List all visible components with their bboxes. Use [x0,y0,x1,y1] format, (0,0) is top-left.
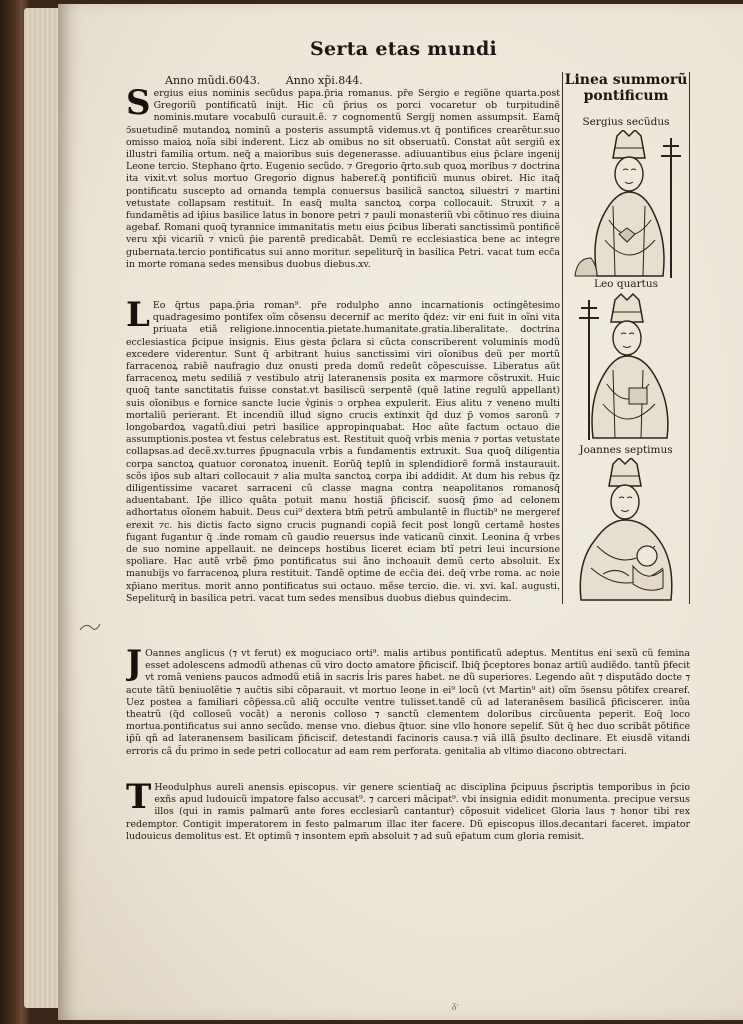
initial-l: L [126,300,150,335]
lineage-title [563,72,689,104]
initial-j: J [126,648,143,683]
papal-lineage-column [562,72,690,604]
pope-label-sergius: Sergius secũdus [582,116,670,128]
theodulphus-text: Heodulphus aureli anensis episcopus. vir genere scientiaq̃ ac disciplina p̃cipuus p̃scriptis temporibus in p̃cio exñs apud ludouicũ impatore falso accusat⁹. ⁊ carceri mãcipat⁹. vbi insignia edidit monumenta. precipue versus illos (qui in ramis palmarũ ante fores ecclesiarũ cantantur) cõposuit videlicet Gloria laus ⁊ honor tibi rex redemptor. Contigit imperatorem in festo palmarum illac iter facere. Dũ episcopus illos.decantari faceret. impator ludouicus demolitus est. Et optimũ ⁊ insontem epm̃ absoluit ⁊ ad suũ ep̃atum cum gloria remisit. [126,782,690,842]
signature-mark: ᵹ· [452,1001,460,1011]
pope-label-joannes: Joannes septimus [579,444,673,456]
joannes-text: Oannes anglicus (⁊ vt ferut) ex moguciaco orti⁹. malis artibus pontificatũ adeptus. Mentitus eni sexũ cũ femina esset adolescens admodũ athenas cũ viro docto amatore p̃ficiscif. Ibiq̃ p̃ceptores bonaz artiũ audiẽdo. tantũ p̃fecit vt romã veniens paucos admodũ etiã in sacris l̾ris pares habet. ne dũ superiores. Legendo aũt ⁊ disputãdo docte ⁊ acute tãtũ beniuolẽtie ⁊ auc̃tis sibi cõparauit. vt mortuo leone in ei⁹ locũ (vt Martin⁹ ait) oĩm ↄ̃sensu põtifex crearef. Uez postea a familiari cõp̃essa.cũ aliq̃ occulte ventre tulisset.tandẽ cũ ad lateranẽsem basilicã p̃ficiscerer. inũa theatrũ (q̃d colloseũ vocãt) a neronis colloso ⁊ sanctũ clementem doloribus circũuenta peperit. Eoq̃ loco mortua.pontificatus sui anno secũdo. mense vno. diebus q̃tuor. sine vllo honore sepelif. Sũt q̃ hec duo scribãt põtifice ip̃ũ qñ ad lateranensem basilicam p̃ficiscif. detestandi facinoris causa.⁊ viã illã p̃sulto declinare. Et eiusdẽ vitandi erroris cã d̃u primo in sede petri collocatur ad eam rem perforata. genitalia ab vltimo diacono obtrectari. [126,648,690,757]
portrait-joannes-woodcut [567,458,685,604]
portrait-leo-woodcut [567,292,685,442]
portrait-sergius-woodcut [567,130,685,280]
leo-text: Eo q̃rtus papa.p̃ria roman⁹. pr̃e rodulpho anno incarnationis octingẽtesimo quadragesimo pontifex oĩm cõsensu decernif ac merito q̃dez: vir eni fuit in oĩni vita priuata etiã religione.innocentia.pietate.humanitate.gratia.liberalitate. doctrina ecclesiastica p̃cipue insignis. Eius gesta p̃clara si cũcta conscriberent voluminis modũ excedere viderentur. Sunt q̃ arbitrant huius sanctissimi viri oĩonibus deũ per mortũ farracenoꝝ rabiẽ naufragio duz onusti preda domũ redeũt cõpescuisse. Liberatus aũt farracenoꝝ metu sediliã ⁊ vestibulo atrij lateranensis posita ex marmore cõstruxit. Huic quoq̃ tante sanctitatis fuisse constat.vt basiliscũ serpentẽ (quẽ latine regulũ appellant) suis oĩonibus e fornice sancte lucie v̾ginis ↄ orphea expulerit. Eius alitu ⁊ veneno multi mortaliũ perierant. Et incendiũ illud signo crucis extinxit q̃d duz p̃ vomos saronũ ⁊ longobardoꝝ vagatũ.diui petri basilice appropinquabat. Hoc aũte factum octauo die assumptionis.postea vt festus celebratus est. Restituit quoq̃ vrbis menia ⁊ portas vetustate collapsas.ad decẽ.xv.turres p̃pugnacula vrbis a fundamentis extruxit. Sua quoq̃ diligentia corpa sanctoꝝ quatuor coronatoꝝ inuenit. Eorũq̃ teplũ in splendidiorẽ formã instaurauit. scõs ip̃os sub altari collocauit ⁊ alia multa sanctoꝝ corpa ibi addidit. At dum his rebus q̃z diligentissime vacaret sarraceni cũ classe magna contra neapolitanos romanosq̃ aduentabant. Ip̃e illico quãta potuit manu hostiã p̃ficiscif. suosq̃ p̃mo ad celonem adhortatus oĩonem habuit. Deus cui⁹ dextera btm̃ petrũ ambulantẽ in fluctib⁹ ne mergeref erexit ⁊c. his dictis facto signo crucis pugnandi copiã fecit post longũ certamẽ hostes fugant fugantur q̃ .inde romam cũ gaudio reuersus inde vaticanũ cinxit. Leonina q̃ vrbes de suo nomine appellauit. ne deinceps hostibus liceret eciam btĩ petri leui incursione spoliare. Hac autẽ vrbẽ p̃mo pontificatus sui ãno inchoauit demũ certo absoluit. Ex manubijs vo farracenoꝝ plura restituit. Tandẽ optime de ecc̃ia dei. deq̃ vrbe roma. ac noie xp̃iano meritus. morit anno pontificatus sui octauo. mẽse tercio. die. vi. xvi. kal. augusti. Sepeliturq̃ in basilica petri. vacat tum sedes mensibus duobus diebus quindecim. [126,300,560,604]
initial-s: S [126,88,151,123]
lineage-title-line1: Linea summorũ [564,72,688,88]
theodulphus-paragraph [126,782,690,862]
pope-label-leo: Leo quartus [594,278,658,290]
marginal-pen-mark [78,620,102,634]
year-line [165,74,385,87]
joannes-paragraph [126,648,690,774]
sergius-paragraph [126,88,560,300]
initial-t: T [126,782,152,817]
lineage-title-line2: pontificum [583,88,669,104]
leo-paragraph [126,300,560,606]
anno-christi: Anno xp̃i.844. [285,74,363,87]
running-title: Serta etas mundi [310,38,498,60]
sergius-text: ergius eius nominis secũdus papa.p̃ria romanus. pr̃e Sergio e regiõne quarta.post Gregoriũ pontificatũ inijt. Hic cũ p̃rius os porci vocaretur ob turpitudinẽ nominis.mutare vocabulũ curauit.ẽ. ⁊ cognomentũ Sergij nomen assumpsit. Eamq̃ ↄ̃suetudinẽ mutandoꝝ nominũ a posteris assumptã videmus.vt q̃ pontifices crearẽtur.suo omisso maioꝝ noĩa sibi inderent. Licz ab omibus no sit obseruatũ. Constat aũt sergiũ ex illustri familia ortum. neq̃ a maioribus suis degenerasse. adiuuantibus eius p̃clare ingenij Leone tercio. Stephano q̃rto. Eugenio secũdo. ⁊ Gregorio q̃rto.sub quoꝝ moribus ⁊ doctrina ita vixit.vt solus mortuo Gregorio dignus haberef.q̃ pontificiũ munus obiret. Hic itaq̃ pontificatu suscepto ad ornanda templa conuersus basilicã sanctoꝝ siluestri ⁊ martini vetustate collapsam restituit. In easq̃ multa sanctoꝝ corpa collocauit. Struxit ⁊ a fundamẽtis ad ip̃ius basilice latus in bonore petri ⁊ pauli monasteriũ vbi cõtinuo res diuina agebaf. Romani quoq̃ tyrannice immanitatis metu eius p̃cibus liberati sanctissimũ pontificẽ veru xp̃i vicariũ ⁊ vnicũ p̃ie parentẽ predicabãt. Demũ re ecclesiastica bene ac integre gubernata.tercio pontificatus sui anno moritur. sepeliturq̃ in basilica Petri. vacat tum ecc̃a in morte romana sedes mensibus duobus diebus.xv. [126,88,560,270]
anno-mundi: Anno mũdi.6043. [165,74,261,87]
